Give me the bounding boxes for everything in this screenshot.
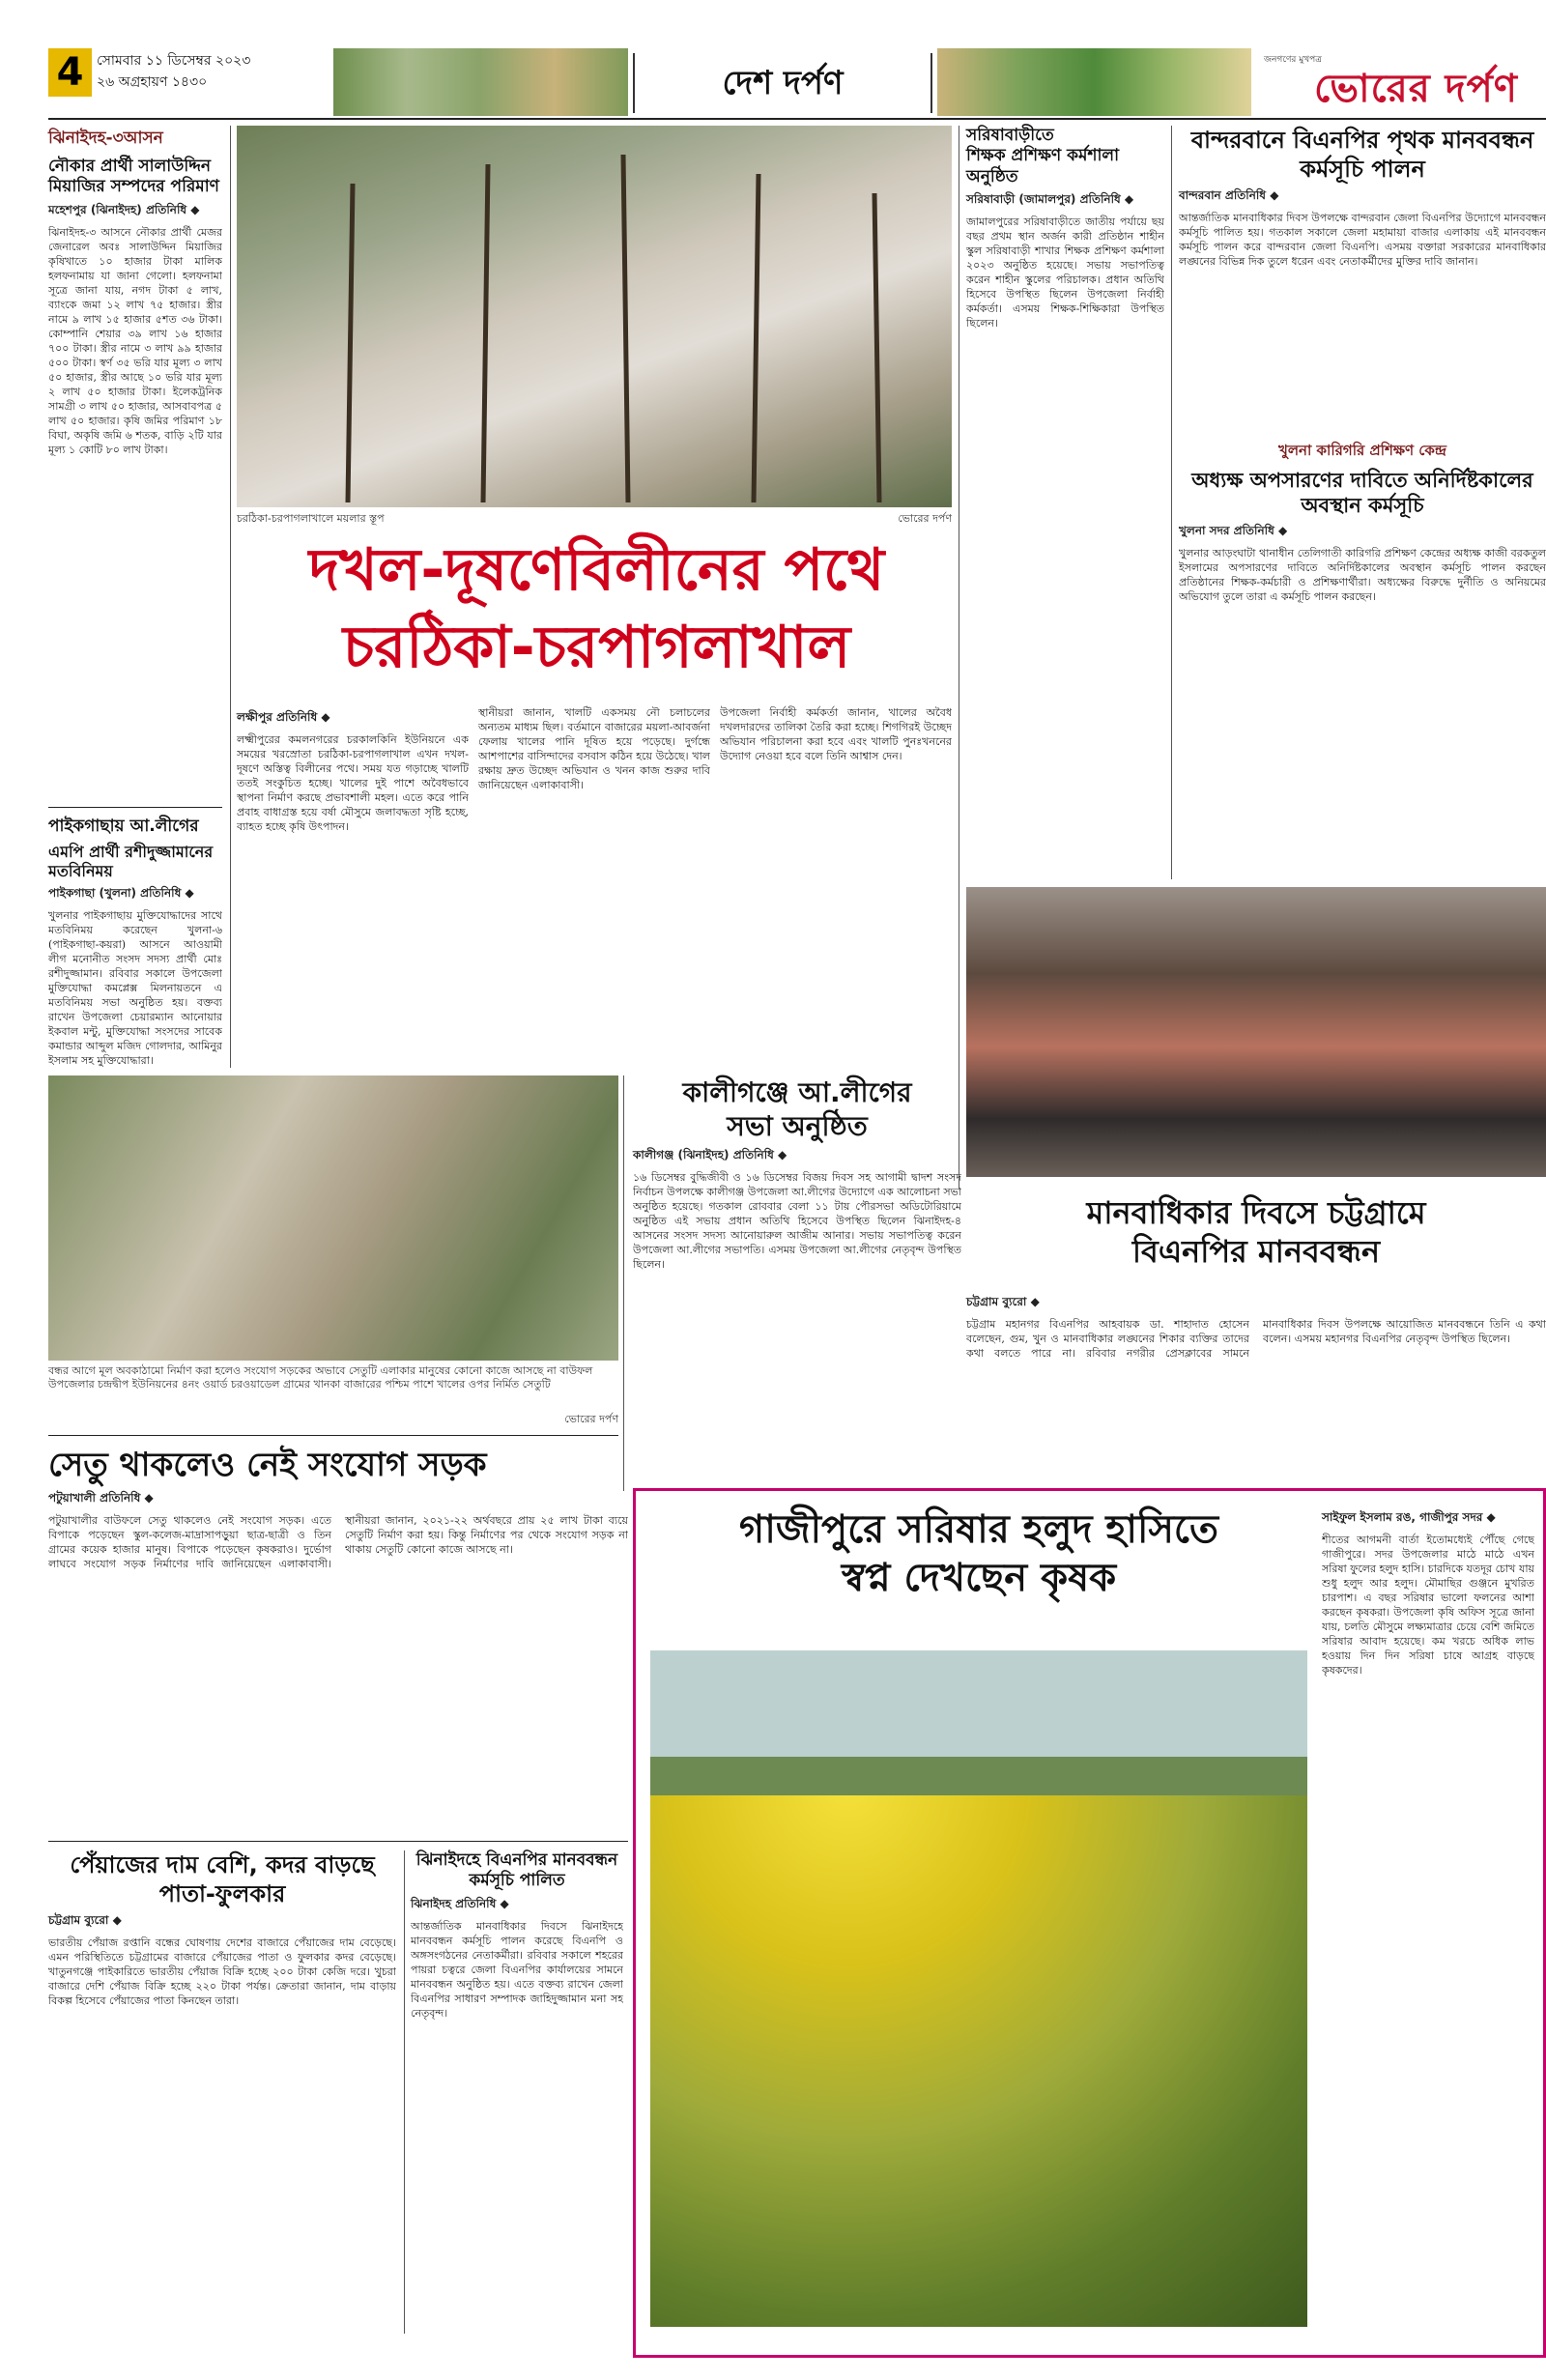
column-rule xyxy=(1171,126,1172,879)
main-headline xyxy=(237,531,957,686)
story-headline: পেঁয়াজের দাম বেশি, কদর বাড়ছে পাতা-ফুলকার xyxy=(70,1851,375,1907)
story-body: খুলনার পাইকগাছায় মুক্তিযোদ্ধাদের সাথে মতবিনিময় করেছেন খুলনা-৬ (পাইকগাছা-কয়রা) আসনে আওয়ামী লীগ মনোনীত সংসদ সদস্য প্রার্থী মোঃ রশীদুজ্জামান। রবিবার সকালে উপজেলা মুক্তিযোদ্ধা কমপ্লেক্স মিলনায়তনে এ মতবিনিময় সভা অনুষ্ঠিত হয়। বক্তব্য রাখেন উপজেলা চেয়ারম্যান আনোয়ার ইকবাল মন্টু, মুক্তিযোদ্ধা সংসদের সাবেক কমান্ডার আব্দুল মজিদ গোলদার, আমিনুর ইসলাম সহ মুক্তিযোদ্ধারা। xyxy=(48,909,222,1067)
story-khulna xyxy=(1179,440,1546,865)
story-byline: পটুয়াখালী প্রতিনিধি ◆ xyxy=(48,1490,154,1505)
story-headline: ঝিনাইদহে বিএনপির মানববন্ধন কর্মসূচি পালিত xyxy=(415,1850,618,1891)
date-line-bangla: ২৬ অগ্রহায়ণ ১৪৩০ xyxy=(97,74,208,90)
gazipur-headline-line-1: গাজীপুরে সরিষার হলুদ হাসিতে xyxy=(739,1507,1218,1552)
divider xyxy=(48,1841,628,1842)
main-headline-line-1: দখল-দূষণেবিলীনের পথে xyxy=(308,536,885,604)
story-headline: সেতু থাকলেও নেই সংযোগ সড়ক xyxy=(48,1446,487,1484)
bridge-photo xyxy=(48,1075,618,1361)
story-body: পটুয়াখালীর বাউফলে সেতু থাকলেও নেই সংযোগ সড়ক। এতে বিপাকে পড়েছেন স্কুল-কলেজ-মাদ্রাসাপড়ুয়া ছাত্র-ছাত্রী ও তিন গ্রামের কয়েক হাজার মানুষ। বিপাকে পড়েছেন কৃষকরাও। দুর্ভোগ লাঘবে সংযোগ সড়ক নির্মাণের দাবি জানিয়েছেন এলাকাবাসী। স্থানীয়রা জানান, ২০২১-২২ অর্থবছরে প্রায় ২৫ লাখ টাকা ব্যয়ে সেতুটি নির্মাণ করা হয়। কিন্তু নির্মাণের পর থেকে সংযোগ সড়ক না থাকায় সেতুটি কোনো কাজে আসছে না। xyxy=(48,1513,628,1570)
story-byline: সাইফুল ইসলাম রঙ, গাজীপুর সদর ◆ xyxy=(1322,1510,1496,1524)
garbage-photo xyxy=(237,126,952,507)
story-body: ঝিনাইদহ-৩ আসনে নৌকার প্রার্থী মেজর জেনারেল অবঃ সালাউদ্দিন মিয়াজির কৃষিখাতে ১০ হাজার টাকা মালিক হলফনামায় যা জানা গেলো। হলফনামা সূত্রে জানা যায়, নগদ টাকা ৫ লাখ, ব্যাংকে জমা ১২ লাখ ৭৫ হাজার। স্ত্রীর নামে ৯ লাখ ১৫ হাজার ৫শত ৩৬ টাকা। কোম্পানি শেয়ার ৩৯ লাখ ১৬ হাজার ৭০০ টাকা। স্ত্রীর নামে ৩ লাখ ৯৯ হাজার ৫০০ টাকা। স্বর্ণ ৩৫ ভরি যার মূল্য ৩ লাখ ৫০ হাজার, স্ত্রীর আছে ১০ ভরি যার মূল্য ২ লাখ ৫০ হাজার টাকা। ইলেকট্রনিক সামগ্রী ৩ লাখ ৫০ হাজার, আসবাবপত্র ৫ লাখ ৫০ হাজার। কৃষি জমির পরিমাণ ১৮ বিঘা, অকৃষি জমি ৬ শতক, বাড়ি ২টি যার মূল্য ১ কোটি ৮০ লাখ টাকা। xyxy=(48,225,222,456)
story-body: জামালপুরের সরিষাবাড়ীতে জাতীয় পর্যায়ে ছয় বছর প্রথম স্থান অর্জন কারী প্রতিষ্ঠান শাহীন স্কুল সরিষাবাড়ী শাখার শিক্ষক প্রশিক্ষণ কর্মশালা ২০২৩ অনুষ্ঠিত হয়েছে। সভায় সভাপতিত্ব করেন শাহীন স্কুলের পরিচালক। প্রধান অতিথি হিসেবে উপস্থিত ছিলেন উপজেলা নির্বাহী কর্মকর্তা। এসময় শিক্ষক-শিক্ষিকারা উপস্থিত ছিলেন। xyxy=(966,215,1164,330)
story-kicker: ঝিনাইদহ-৩আসন xyxy=(48,129,163,148)
story-chattogram xyxy=(966,1193,1546,1271)
masthead xyxy=(0,0,1546,116)
story-byline: সরিষাবাড়ী (জামালপুর) প্রতিনিধি ◆ xyxy=(966,191,1134,206)
story-byline: চট্টগ্রাম ব্যুরো ◆ xyxy=(48,1913,122,1927)
story-byline: কালীগঞ্জ (ঝিনাইদহ) প্রতিনিধি ◆ xyxy=(633,1148,787,1161)
photo-caption: চরঠিকা-চরপাগলাখালে ময়লার স্তূপ xyxy=(237,512,385,525)
date-line-gregorian: সোমবার ১১ ডিসেম্বর ২০২৩ xyxy=(97,53,251,69)
divider xyxy=(48,807,222,808)
story-headline-line-1: মানবাধিকার দিবসে চট্টগ্রামে xyxy=(1086,1194,1426,1231)
main-story-body-b: স্থানীয়রা জানান, খালটি একসময় নৌ চলাচলের অন্যতম মাধ্যম ছিল। বর্তমানে বাজারের ময়লা-আবর্জনা ফেলায় খালের পানি দূষিত হয়ে পড়েছে। দুর্গন্ধে আশপাশের বাসিন্দাদের বসবাস কঠিন হয়ে উঠেছে। খাল রক্ষায় দ্রুত উচ্ছেদ অভিযান ও খনন কাজ শুরুর দাবি জানিয়েছেন এলাকাবাসী। xyxy=(478,706,710,791)
story-onion xyxy=(48,1850,396,2322)
story-byline: পাইকগাছা (খুলনা) প্রতিনিধি ◆ xyxy=(48,886,194,900)
logo-tagline: জনগণের মুখপত্র xyxy=(1264,55,1322,65)
main-headline-line-2: চরঠিকা-চরপাগলাখাল xyxy=(342,614,851,681)
story-headline: বান্দরবানে বিএনপির পৃথক মানববন্ধন কর্মসূচি পালন xyxy=(1190,127,1534,183)
story-byline: চট্টগ্রাম ব্যুরো ◆ xyxy=(966,1295,1040,1308)
column-rule xyxy=(404,1850,405,2334)
story-kicker: পাইকগাছায় আ.লীগের xyxy=(48,817,199,836)
bridge-photo-caption: বন্ধর আগে মূল অবকাঠামো নির্মাণ করা হলেও সংযোগ সড়কের অভাবে সেতুটি এলাকার মানুষের কোনো কাজে আসছে না বাউফল উপজেলার চন্দ্রদ্বীপ ইউনিয়নের ৪নং ওয়ার্ড চরওয়াডেল গ্রামের খানকা বাজারের পশ্চিম পাশে খালের ওপর নির্মিত সেতুটি xyxy=(48,1364,593,1391)
story-jhenaidah-bnp xyxy=(411,1850,623,2286)
story-body: আন্তর্জাতিক মানবাধিকার দিবসে ঝিনাইদহে মানববন্ধন কর্মসূচি পালন করেছে বিএনপি ও অঙ্গসংগঠনের নেতাকর্মীরা। রবিবার সকালে শহরের পায়রা চত্বরে জেলা বিএনপির কার্যালয়ের সামনে মানববন্ধন অনুষ্ঠিত হয়। এতে বক্তব্য রাখেন জেলা বিএনপির সাধারণ সম্পাদক জাহিদুজ্জামান মনা সহ নেতৃবৃন্দ। xyxy=(411,1919,623,2020)
story-body: চট্টগ্রাম মহানগর বিএনপির আহবায়ক ডা. শাহাদাত হোসেন বলেছেন, গুম, খুন ও মানবাধিকার লঙ্ঘনের শিকার ব্যক্তির তাদের কথা বলতে পারে না। রবিবার নগরীর প্রেসক্লাবের সামনে মানবাধিকার দিবস উপলক্ষে আয়োজিত মানববন্ধনে তিনি এ কথা বলেন। এসময় মহানগর বিএনপির নেতৃবৃন্দ উপস্থিত ছিলেন। xyxy=(966,1318,1546,1360)
main-story-body-c: উপজেলা নির্বাহী কর্মকর্তা জানান, খালের অবৈধ দখলদারদের তালিকা তৈরি করা হচ্ছে। শিগগিরই উচ্ছেদ অভিযান পরিচালনা করা হবে এবং খালটি পুনঃখননের উদ্যোগ নেওয়া হবে বলে তিনি আশ্বাস দেন। xyxy=(720,706,952,762)
photo-credit: ভোরের দর্পণ xyxy=(898,512,952,525)
protest-photo xyxy=(966,887,1546,1177)
story-kicker: খুলনা কারিগরি প্রশিক্ষণ কেন্দ্র xyxy=(1277,442,1447,459)
story-headline: শিক্ষক প্রশিক্ষণ কর্মশালা অনুষ্ঠিত xyxy=(966,146,1120,186)
story-chattogram-body xyxy=(966,1290,1546,1501)
garbage-photo-art xyxy=(237,126,952,507)
story-byline: খুলনা সদর প্রতিনিধি ◆ xyxy=(1179,523,1288,537)
story-headline-line-1: কালীগঞ্জে আ.লীগের xyxy=(682,1076,912,1108)
story-body: খুলনার আড়ংঘাটা থানাধীন তেলিগাতী কারিগরি প্রশিক্ষণ কেন্দ্রের অধ্যক্ষ কাজী বরকতুল ইসলামের অপসারণের দাবিতে অনির্দিষ্টকালের অবস্থান কর্মসূচি পালন করছেন প্রতিষ্ঠানের শিক্ষক-কর্মচারী ও প্রশিক্ষণার্থীরা। অধ্যক্ষের বিরুদ্ধে দুর্নীতি ও অনিয়মের অভিযোগ তুলে তারা এ কর্মসূচি পালন করছেন। xyxy=(1179,546,1546,603)
story-bandarban xyxy=(1179,126,1546,414)
gazipur-feature-box xyxy=(633,1488,1546,2358)
story-byline: মহেশপুর (ঝিনাইদহ) প্রতিনিধি ◆ xyxy=(48,202,200,216)
story-body: শীতের আগমনী বার্তা ইতোমধ্যেই পৌঁছে গেছে গাজীপুরে। সদর উপজেলার মাঠে মাঠে এখন সরিষা ফুলের হলুদ হাসি। চারদিকে যতদূর চোখ যায় শুধু হলুদ আর হলুদ। মৌমাছির গুঞ্জনে মুখরিত চারপাশ। এ বছর সরিষার ভালো ফলনের আশা করছেন কৃষকরা। উপজেলা কৃষি অফিস সূত্রে জানা যায়, চলতি মৌসুমে লক্ষ্যমাত্রার চেয়ে বেশি জমিতে সরিষার আবাদ হয়েছে। কম খরচে অধিক লাভ হওয়ায় দিন দিন সরিষা চাষে আগ্রহ বাড়ছে কৃষকদের। xyxy=(1322,1534,1534,1677)
story-salauddin xyxy=(48,126,222,747)
masthead-photo-strip-right xyxy=(937,48,1251,116)
story-body: ১৬ ডিসেম্বর বুদ্ধিজীবী ও ১৬ ডিসেম্বর বিজয় দিবস সহ আগামী দ্বাদশ সংসদ নির্বাচন উপলক্ষে কালীগঞ্জ উপজেলা আ.লীগের উদ্যোগে এক আলোচনা সভা অনুষ্ঠিত হয়েছে। গতকাল রোববার বেলা ১১ টায় পৌরসভা অডিটোরিয়ামে অনুষ্ঠিত এই সভায় প্রধান অতিথি হিসেবে উপস্থিত ছিলেন ঝিনাইদহ-৪ আসনের সংসদ সদস্য আনোয়ারুল আজীম আনার। সভায় সভাপতিত্ব করেন উপজেলা আ.লীগের সভাপতি। এসময় উপজেলা আ.লীগের নেতৃবৃন্দ উপস্থিত ছিলেন। xyxy=(633,1171,961,1271)
story-byline: বান্দরবান প্রতিনিধি ◆ xyxy=(1179,188,1279,202)
mustard-field-photo xyxy=(650,1650,1307,2327)
masthead-photo-strip-left xyxy=(333,48,628,116)
story-kicker: সরিষাবাড়ীতে xyxy=(966,126,1054,145)
story-headline-line-2: সভা অনুষ্ঠিত xyxy=(727,1110,868,1142)
gazipur-headline-line-2: স্বপ্ন দেখছেন কৃষক xyxy=(841,1556,1117,1600)
column-rule xyxy=(623,1075,624,1491)
column-rule xyxy=(230,126,231,1068)
story-body: ভারতীয় পেঁয়াজ রপ্তানি বন্ধের ঘোষণায় দেশের বাজারে পেঁয়াজের দাম বেড়েছে। এমন পরিস্থিতিতে চট্টগ্রামের বাজারে পেঁয়াজের পাতা ও ফুলকার কদর বেড়েছে। খাতুনগঞ্জে পাইকারিতে ভারতীয় পেঁয়াজ বিক্রি হচ্ছে ২০০ টাকা কেজি দরে। খুচরা বাজারে দেশি পেঁয়াজ বিক্রি হচ্ছে ২২০ টাকা পর্যন্ত। ক্রেতারা জানান, দাম বাড়ায় বিকল্প হিসেবে পেঁয়াজের পাতা কিনছেন তারা। xyxy=(48,1936,396,2007)
story-setu xyxy=(48,1445,628,1774)
story-headline: নৌকার প্রার্থী সালাউদ্দিন মিয়াজির সম্পদের পরিমাণ xyxy=(48,157,219,197)
masthead-rule xyxy=(48,118,1546,120)
main-story-body-a: লক্ষ্মীপুরের কমলনগরের চরকালকিনি ইউনিয়নে এক সময়ের খরস্রোতা চরঠিকা-চরপাগলাখাল এখন দখল-দূষণে অস্তিত্ব বিলীনের পথে। সময় যত গড়াচ্ছে খালটি ততই সংকুচিত হচ্ছে। খালের দুই পাশে অবৈধভাবে স্থাপনা নির্মাণ করছে প্রভাবশালী মহল। এতে করে পানি প্রবাহ বাধাগ্রস্ত হয়ে বর্ষা মৌসুমে জলাবদ্ধতা সৃষ্টি হচ্ছে, ব্যাহত হচ্ছে কৃষি উৎপাদন। xyxy=(237,733,469,833)
section-title: দেশ দর্পণ xyxy=(633,53,932,113)
gazipur-story xyxy=(1322,1505,1534,2344)
story-teacher-training xyxy=(966,126,1164,891)
story-byline: ঝিনাইদহ প্রতিনিধি ◆ xyxy=(411,1896,509,1910)
logo-name: ভোরের দর্পণ xyxy=(1314,67,1518,111)
mustard-field-art xyxy=(650,1650,1307,2327)
date-block xyxy=(97,50,329,93)
page-number: 4 xyxy=(48,48,92,97)
main-story-col-1 xyxy=(237,705,469,1051)
story-body: আন্তর্জাতিক মানবাধিকার দিবস উপলক্ষে বান্দরবান জেলা বিএনপির উদ্যোগে মানববন্ধন কর্মসূচি পালিত হয়। গতকাল সকালে জেলা মহামায়া বাজার এলাকায় এই মানববন্ধন কর্মসূচি পালন করে বান্দরবান জেলা বিএনপি। এসময় বক্তারা সরকারের মানবাধিকার লঙ্ঘনের বিভিন্ন দিক তুলে ধরেন এবং নেতাকর্মীদের মুক্তির দাবি জানান। xyxy=(1179,212,1546,268)
story-headline-line-2: বিএনপির মানববন্ধন xyxy=(1131,1233,1381,1270)
newspaper-logo xyxy=(1256,50,1546,110)
story-kaliganj xyxy=(633,1075,961,1460)
divider xyxy=(48,1435,618,1436)
bridge-photo-credit: ভোরের দর্পণ xyxy=(564,1413,618,1425)
main-story-byline: লক্ষীপুর প্রতিনিধি ◆ xyxy=(237,710,330,724)
story-headline: এমপি প্রার্থী রশীদুজ্জামানের মতবিনিময় xyxy=(48,843,214,880)
story-headline: অধ্যক্ষ অপসারণের দাবিতে অনির্দিষ্টকালের অবস্থান কর্মসূচি xyxy=(1191,469,1533,518)
gazipur-headline xyxy=(650,1505,1307,1602)
